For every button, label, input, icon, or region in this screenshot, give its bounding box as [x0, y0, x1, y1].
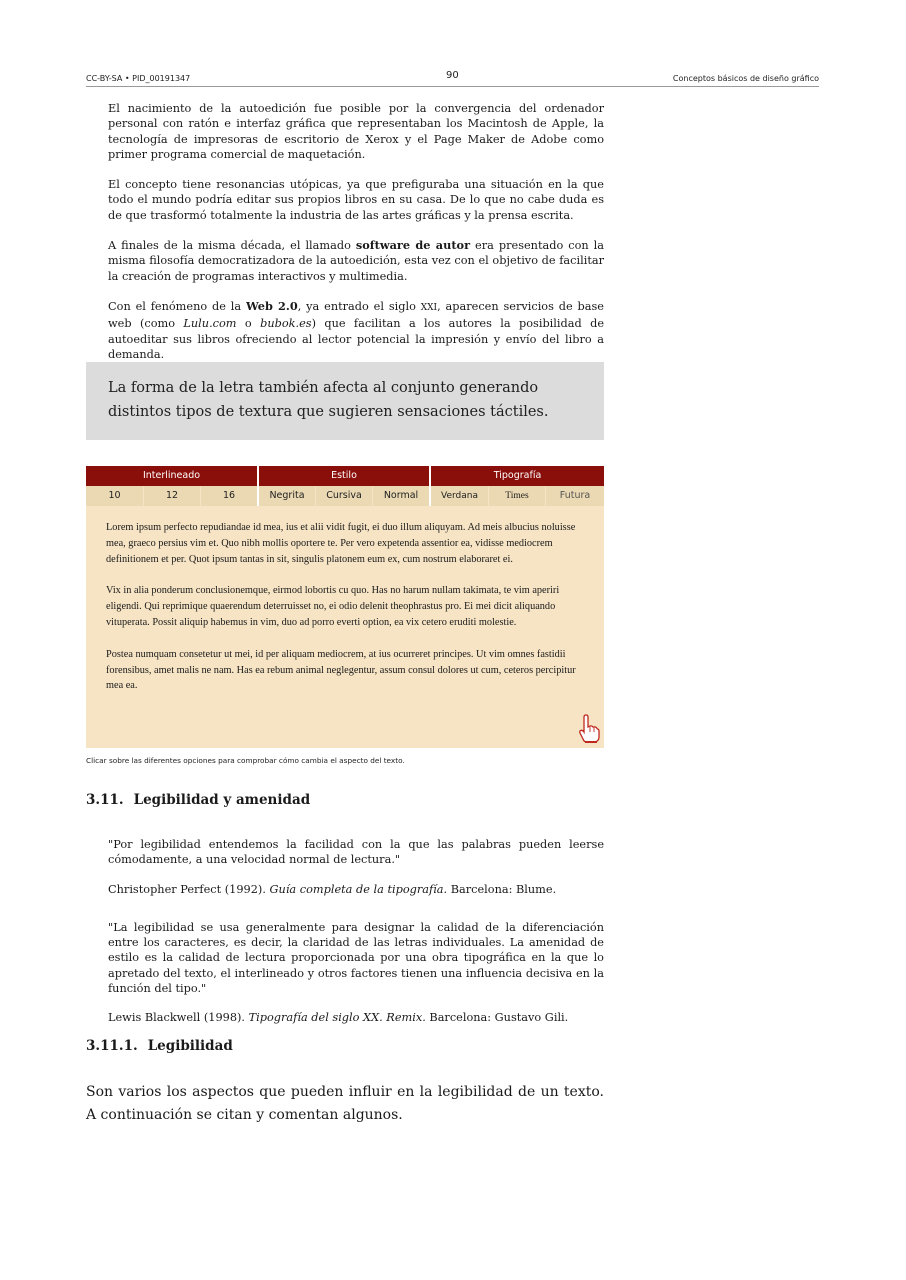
option-12[interactable]: 12 — [144, 486, 201, 506]
sample-paragraph-2: Vix in alia ponderum conclusionemque, eirmod lobortis cu quo. Has no harum nullam takimata, te vim aperiri eligendi. Qui reprimique quaerendum deterruisset no, ei odio delenit theophrastus pro. Ei mei dicit aliquando vituperata. Possit aliquip habemus in vim, duo ad porro everti option, ea vix cetero eruditi molestie. — [106, 585, 560, 628]
sample-paragraph-1: Lorem ipsum perfecto repudiandae id mea, ius et alii vidit fugit, ei duo illum aliquyam. Ad meis albucius noluisse mea, graeco persius vim et. Quo nibh mollis oportere te. Per vero expetenda assentior ea, vidisse mediocrem definitionem et per. Quot ipsum tantas in sit, singulis platonem eum ex, cum nostrum elaboraret ei. — [106, 522, 576, 565]
quotes — [108, 837, 604, 1041]
paragraph-4: Con el fenómeno de la Web 2.0, ya entrado el siglo XXI, aparecen servicios de base web (como Lulu.com o bubok.es) que facilitan a los autores la posibilidad de autoeditar sus libros ofreciendo al lector potencial la impresión y envío del libro a demanda. — [108, 298, 605, 361]
bold-term: Web 2.0 — [246, 298, 298, 313]
sample-paragraph-3: Postea numquam consetetur ut mei, id per aliquam mediocrem, at ius ocurreret principes. Ut vim omnes fastidii forensibus, amet malis ne nam. Has ea rebum animal neglegentur, assum consul dolores ut cum, ceteros percipitur mea ea. — [106, 648, 576, 692]
subsection-text: Son varios los aspectos que pueden influir en la legibilidad de un texto. A continuación se citan y comentan algunos. — [86, 1084, 604, 1123]
option-verdana[interactable]: Verdana — [431, 486, 489, 506]
license-id: CC-BY-SA • PID_00191347 — [86, 74, 191, 83]
paragraph-3: A finales de la misma década, el llamado software de autor era presentado con la misma filosofía democratizadora de la autoedición, esta vez con el objetivo de facilitar la creación de programas interactivos y multimedia. — [108, 238, 605, 283]
paragraph-2: El concepto tiene resonancias utópicas, ya que prefiguraba una situación en la que todo el mundo podría editar sus propios libros en su casa. De lo que no cabe duda es de que trasformó totalmente la industria de las artes gráficas y la prensa escrita. — [108, 178, 604, 222]
callout-box — [86, 362, 604, 440]
sample-text — [106, 520, 586, 710]
option-16[interactable]: 16 — [201, 486, 259, 506]
quote-1: "Por legibilidad entendemos la facilidad con la que las palabras pueden leerse cómodamente, a una velocidad normal de lectura." — [108, 838, 604, 867]
option-10[interactable]: 10 — [86, 486, 144, 506]
callout-text: La forma de la letra también afecta al conjunto generando distintos tipos de textura que sugieren sensaciones táctiles. — [108, 380, 549, 420]
page-number: 90 — [446, 70, 459, 81]
demo-caption: Clicar sobre las diferentes opciones para comprobar cómo cambia el aspecto del texto. — [86, 756, 405, 765]
group-tipografia: Tipografía — [431, 466, 604, 486]
group-interlineado: Interlineado — [86, 466, 259, 486]
typography-demo — [86, 466, 604, 748]
paragraph-1: El nacimiento de la autoedición fue posible por la convergencia del ordenador personal con ratón e interfaz gráfica que representaban los Macintosh de Apple, la tecnología de impresoras de escritorio de Xerox y el Page Maker de Adobe como primer programa comercial de maquetación. — [108, 102, 604, 161]
option-buttons — [86, 486, 604, 506]
group-estilo: Estilo — [259, 466, 431, 486]
option-groups — [86, 466, 604, 486]
option-times[interactable]: Times — [489, 486, 546, 506]
option-cursiva[interactable]: Cursiva — [316, 486, 373, 506]
page-header — [86, 70, 819, 87]
bold-term: software de autor — [355, 238, 471, 253]
quote-2: "La legibilidad se usa generalmente para designar la calidad de la diferenciación entre los caracteres, es decir, la claridad de las letras individuales. La amenidad de estilo es la calidad de lectura proporcionada por una obra tipográfica en la que lo apretado del texto, el interlineado y otros factores tienen una influencia decisiva en la función del tipo." — [108, 920, 604, 996]
citation-2: Lewis Blackwell (1998). Tipografía del siglo XX. Remix. Barcelona: Gustavo Gili. — [108, 1011, 569, 1025]
subsection-heading: 3.11.1. Legibilidad — [86, 1038, 233, 1054]
option-negrita[interactable]: Negrita — [259, 486, 316, 506]
book-title: Conceptos básicos de diseño gráfico — [672, 74, 819, 83]
pointer-hand-icon[interactable] — [578, 714, 600, 744]
section-heading: 3.11. Legibilidad y amenidad — [86, 792, 311, 808]
citation-1: Christopher Perfect (1992). Guía completa de la tipografía. Barcelona: Blume. — [108, 882, 557, 896]
option-normal[interactable]: Normal — [373, 486, 431, 506]
option-futura[interactable]: Futura — [546, 486, 604, 506]
intro-text — [108, 101, 604, 377]
